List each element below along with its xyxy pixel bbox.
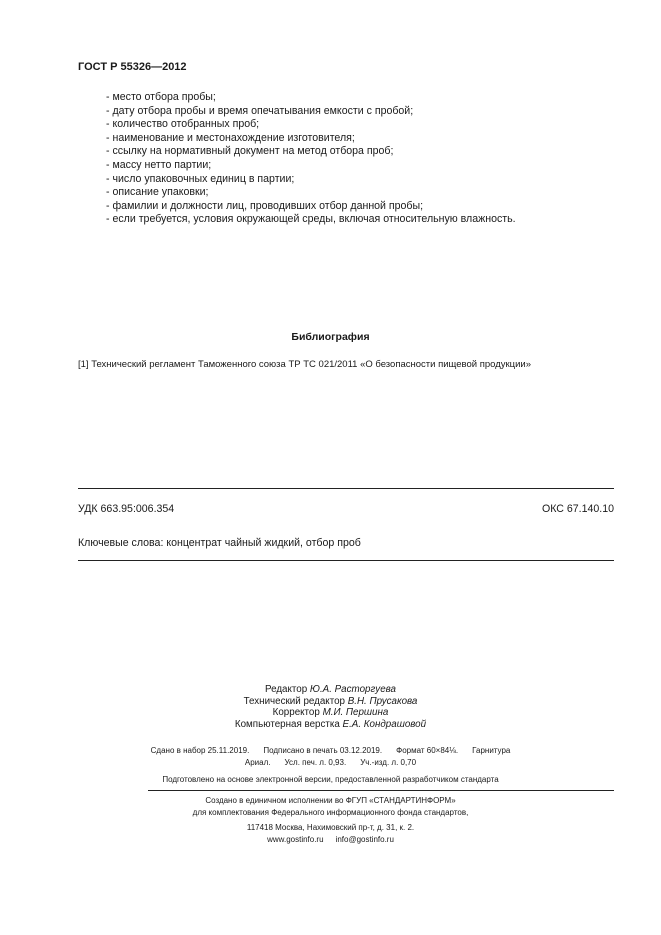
- website-link[interactable]: www.gostinfo.ru: [267, 834, 324, 844]
- publisher-line-2: для комплектования Федерального информационного фонда стандартов,: [192, 807, 469, 817]
- list-item: - ссылку на нормативный документ на метод отбора проб;: [106, 145, 394, 158]
- print-info: [0, 745, 661, 769]
- top-divider: [78, 488, 614, 489]
- publisher-contacts: [0, 834, 661, 846]
- sample-label-requirements-list: [106, 91, 516, 227]
- oks-code: ОКС 67.140.10: [541, 503, 614, 515]
- credit-corrector: Корректор М.И. Першина: [272, 707, 389, 719]
- prepared-note: Подготовлено на основе электронной версии, предоставленной разработчиком стандарта: [162, 775, 499, 784]
- udc-code: УДК 663.95:006.354: [78, 503, 175, 515]
- credit-layout: Компьютерная верстка Е.А. Кондрашовой: [234, 719, 427, 731]
- keywords: Ключевые слова: концентрат чайный жидкий, отбор проб: [78, 537, 361, 549]
- bibliography-heading: Библиография: [291, 331, 370, 343]
- publisher-address: 117418 Москва, Нахимовский пр-т, д. 31, к. 2.: [246, 823, 415, 832]
- list-item: - если требуется, условия окружающей среды, включая относительную влажность.: [106, 213, 516, 226]
- print-info-line-2: Ариал. Усл. печ. л. 0,93. Уч.-изд. л. 0,70: [244, 758, 417, 767]
- list-item: - описание упаковки;: [106, 186, 209, 199]
- list-item: - место отбора пробы;: [106, 91, 216, 103]
- print-info-line-1: Сдано в набор 25.11.2019. Подписано в печать 03.12.2019. Формат 60×84⅛. Гарнитура: [150, 746, 511, 755]
- credit-editor: Редактор Ю.А. Расторгуева: [265, 684, 396, 695]
- email-link[interactable]: info@gostinfo.ru: [335, 834, 394, 844]
- list-item: - число упаковочных единиц в партии;: [106, 172, 295, 185]
- list-item: - массу нетто партии;: [106, 158, 212, 171]
- document-code: ГОСТ Р 55326—2012: [78, 61, 187, 73]
- publisher-divider: [148, 790, 614, 791]
- list-item: - количество отобранных проб;: [106, 118, 260, 131]
- credits-block: [0, 684, 661, 731]
- list-item: - фамилии и должности лиц, проводивших отбор данной пробы;: [106, 199, 424, 212]
- bottom-divider: [78, 560, 614, 561]
- bibliography-entry: [1] Технический регламент Таможенного союза ТР ТС 021/2011 «О безопасности пищевой продукции»: [78, 359, 531, 370]
- credit-tech-editor: Технический редактор В.Н. Прусакова: [243, 695, 418, 707]
- list-item: - наименование и местонахождение изготовителя;: [106, 131, 355, 144]
- publisher-block: [0, 795, 661, 845]
- publisher-line-1: Создано в единичном исполнении во ФГУП «СТАНДАРТИНФОРМ»: [205, 796, 456, 805]
- list-item: - дату отбора пробы и время опечатывания емкости с пробой;: [106, 104, 414, 117]
